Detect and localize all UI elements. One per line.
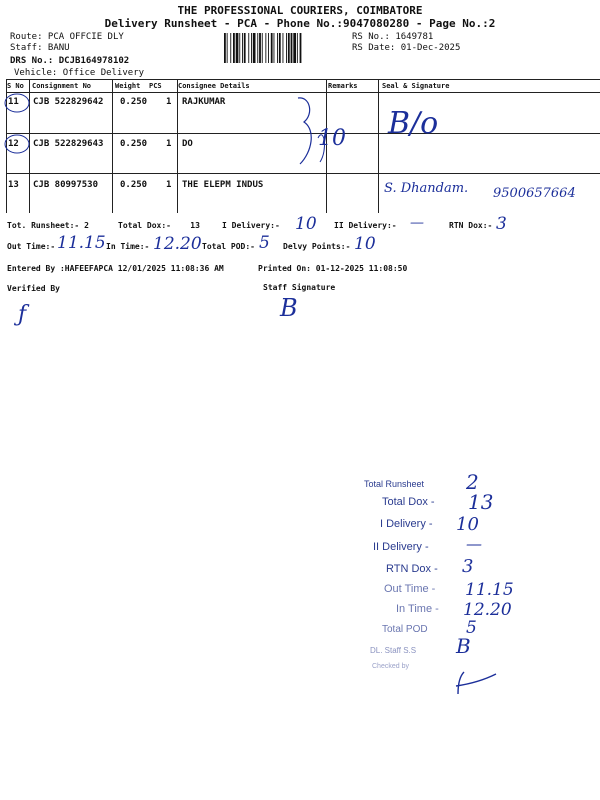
barcode-bar xyxy=(279,33,281,63)
column-header: Consignment No xyxy=(32,82,92,90)
barcode-bar xyxy=(224,33,226,63)
entered-by: Entered By :HAFEEFAPCA 12/01/2025 11:08:36 AM xyxy=(7,264,224,273)
i-delivery-hand: 10 xyxy=(295,214,317,234)
company-title: THE PROFESSIONAL COURIERS, COIMBATORE xyxy=(177,4,423,17)
summary-label: Out Time - xyxy=(384,583,436,595)
delvy-points-label: Delvy Points:- xyxy=(283,242,351,251)
summary-value: 5 xyxy=(466,618,477,638)
barcode-bar xyxy=(288,33,290,63)
barcode-bar xyxy=(230,33,231,63)
row-consignee: RAJKUMAR xyxy=(182,97,226,107)
summary-value: 12.20 xyxy=(463,600,512,620)
total-dox: Total Dox:- 13 xyxy=(118,221,200,230)
row-weight: 0.250 xyxy=(120,97,148,107)
summary-label: II Delivery - xyxy=(373,541,429,553)
seal-handwriting: B/o xyxy=(388,106,439,141)
row-sno: 11 xyxy=(8,97,19,107)
summary-value: — xyxy=(466,534,482,553)
table-row-divider xyxy=(6,173,600,174)
summary-label: Total Dox - xyxy=(382,496,435,508)
row-sno: 12 xyxy=(8,139,19,149)
summary-value: 11.15 xyxy=(465,580,514,600)
table-col-line xyxy=(112,79,113,213)
barcode-image xyxy=(224,33,348,63)
table-top-border xyxy=(6,79,600,80)
runsheet-subtitle: Delivery Runsheet - PCA - Phone No.:9047080280 - Page No.:2 xyxy=(104,17,496,30)
row-pcs: 1 xyxy=(166,139,172,149)
row-consignment: CJB 80997530 xyxy=(33,180,99,190)
in-time-label: In Time:- xyxy=(106,242,150,251)
summary-label: In Time - xyxy=(396,603,439,615)
row-consignment: CJB 522829642 xyxy=(33,97,104,107)
barcode-bar xyxy=(268,33,269,63)
summary-label: Total Runsheet xyxy=(364,479,425,489)
verified-by-label: Verified By xyxy=(7,284,60,293)
barcode-bar xyxy=(248,33,249,63)
barcode-bar xyxy=(244,33,246,63)
route-text: Route: PCA OFFCIE DLY xyxy=(10,32,124,42)
hand-circle-marks xyxy=(2,92,32,156)
barcode-bar xyxy=(277,33,278,63)
summary-value: 13 xyxy=(468,490,494,514)
in-time-hand: 12.20 xyxy=(153,234,202,254)
barcode-bar xyxy=(300,33,302,63)
drs-number: DRS No.: DCJB164978102 xyxy=(10,56,130,66)
row-weight: 0.250 xyxy=(120,180,148,190)
barcode-bar xyxy=(253,33,256,63)
printed-on: Printed On: 01-12-2025 11:08:50 xyxy=(258,264,408,273)
summary-value: 2 xyxy=(466,470,479,494)
barcode-bar xyxy=(291,33,293,63)
ii-delivery-label: II Delivery:- xyxy=(334,221,397,230)
column-header: PCS xyxy=(149,82,162,90)
i-delivery-label: I Delivery:- xyxy=(222,221,280,230)
summary-label: RTN Dox - xyxy=(386,563,438,575)
row-weight: 0.250 xyxy=(120,139,148,149)
barcode-bar xyxy=(233,33,235,63)
column-header: Consignee Details xyxy=(178,82,250,90)
row-pcs: 1 xyxy=(166,180,172,190)
barcode-bar xyxy=(259,33,261,63)
summary-label: I Delivery - xyxy=(380,518,433,530)
signature-handwriting: S. Dhandam. xyxy=(384,181,469,196)
barcode-bar xyxy=(271,33,273,63)
out-time-hand: 11.15 xyxy=(57,233,106,253)
barcode-bar xyxy=(239,33,240,63)
summary-value: 3 xyxy=(462,556,474,577)
rtn-dox-label: RTN Dox:- xyxy=(449,221,493,230)
barcode-bar xyxy=(257,33,258,63)
barcode-bar xyxy=(251,33,252,63)
barcode-bar xyxy=(242,33,243,63)
table-col-line xyxy=(378,79,379,213)
barcode-bar xyxy=(283,33,284,63)
barcode-bar xyxy=(236,33,239,63)
table-col-line xyxy=(177,79,178,213)
rtn-dox-hand: 3 xyxy=(496,214,507,234)
row-consignee: DO xyxy=(182,139,193,149)
column-header: S No xyxy=(7,82,24,90)
row-sno: 13 xyxy=(8,180,19,190)
barcode-bar xyxy=(297,33,298,63)
barcode-bar xyxy=(265,33,266,63)
total-pod-label: Total POD:- xyxy=(202,242,255,251)
barcode-bar xyxy=(286,33,287,63)
column-header: Weight xyxy=(115,82,141,90)
remarks-handwriting: 10 xyxy=(318,126,346,151)
barcode-bar xyxy=(274,33,275,63)
total-runsheet: Tot. Runsheet:- 2 xyxy=(7,221,89,230)
delvy-points-hand: 10 xyxy=(354,234,376,254)
summary-label: DL. Staff S.S xyxy=(370,646,417,655)
rs-number: RS No.: 1649781 xyxy=(352,32,434,42)
barcode-bar xyxy=(293,33,296,63)
staff-signature-label: Staff Signature xyxy=(263,283,336,292)
phone-handwriting: 9500657664 xyxy=(493,186,576,201)
summary-label: Checked by xyxy=(372,663,409,670)
total-pod-hand: 5 xyxy=(259,233,270,253)
barcode-bar xyxy=(227,33,228,63)
rs-date: RS Date: 01-Dec-2025 xyxy=(352,43,461,53)
barcode-bar xyxy=(262,33,263,63)
vehicle-text: Vehicle: Office Delivery xyxy=(14,68,145,78)
out-time-label: Out Time:- xyxy=(7,242,56,251)
ii-delivery-hand: — xyxy=(410,215,424,231)
summary-value: 10 xyxy=(456,514,479,535)
summary-label: Total POD xyxy=(382,624,428,635)
column-header: Remarks xyxy=(328,82,358,90)
column-header: Seal & Signature xyxy=(382,82,450,90)
row-consignee: THE ELEPM INDUS xyxy=(182,180,264,190)
staff-signature-mark: B xyxy=(280,294,298,322)
row-consignment: CJB 522829643 xyxy=(33,139,104,149)
row-pcs: 1 xyxy=(166,97,172,107)
staff-text: Staff: BANU xyxy=(10,43,70,53)
checked-by-signature xyxy=(452,668,500,698)
summary-value: B xyxy=(456,634,471,658)
verified-signature: ƒ xyxy=(18,302,27,327)
